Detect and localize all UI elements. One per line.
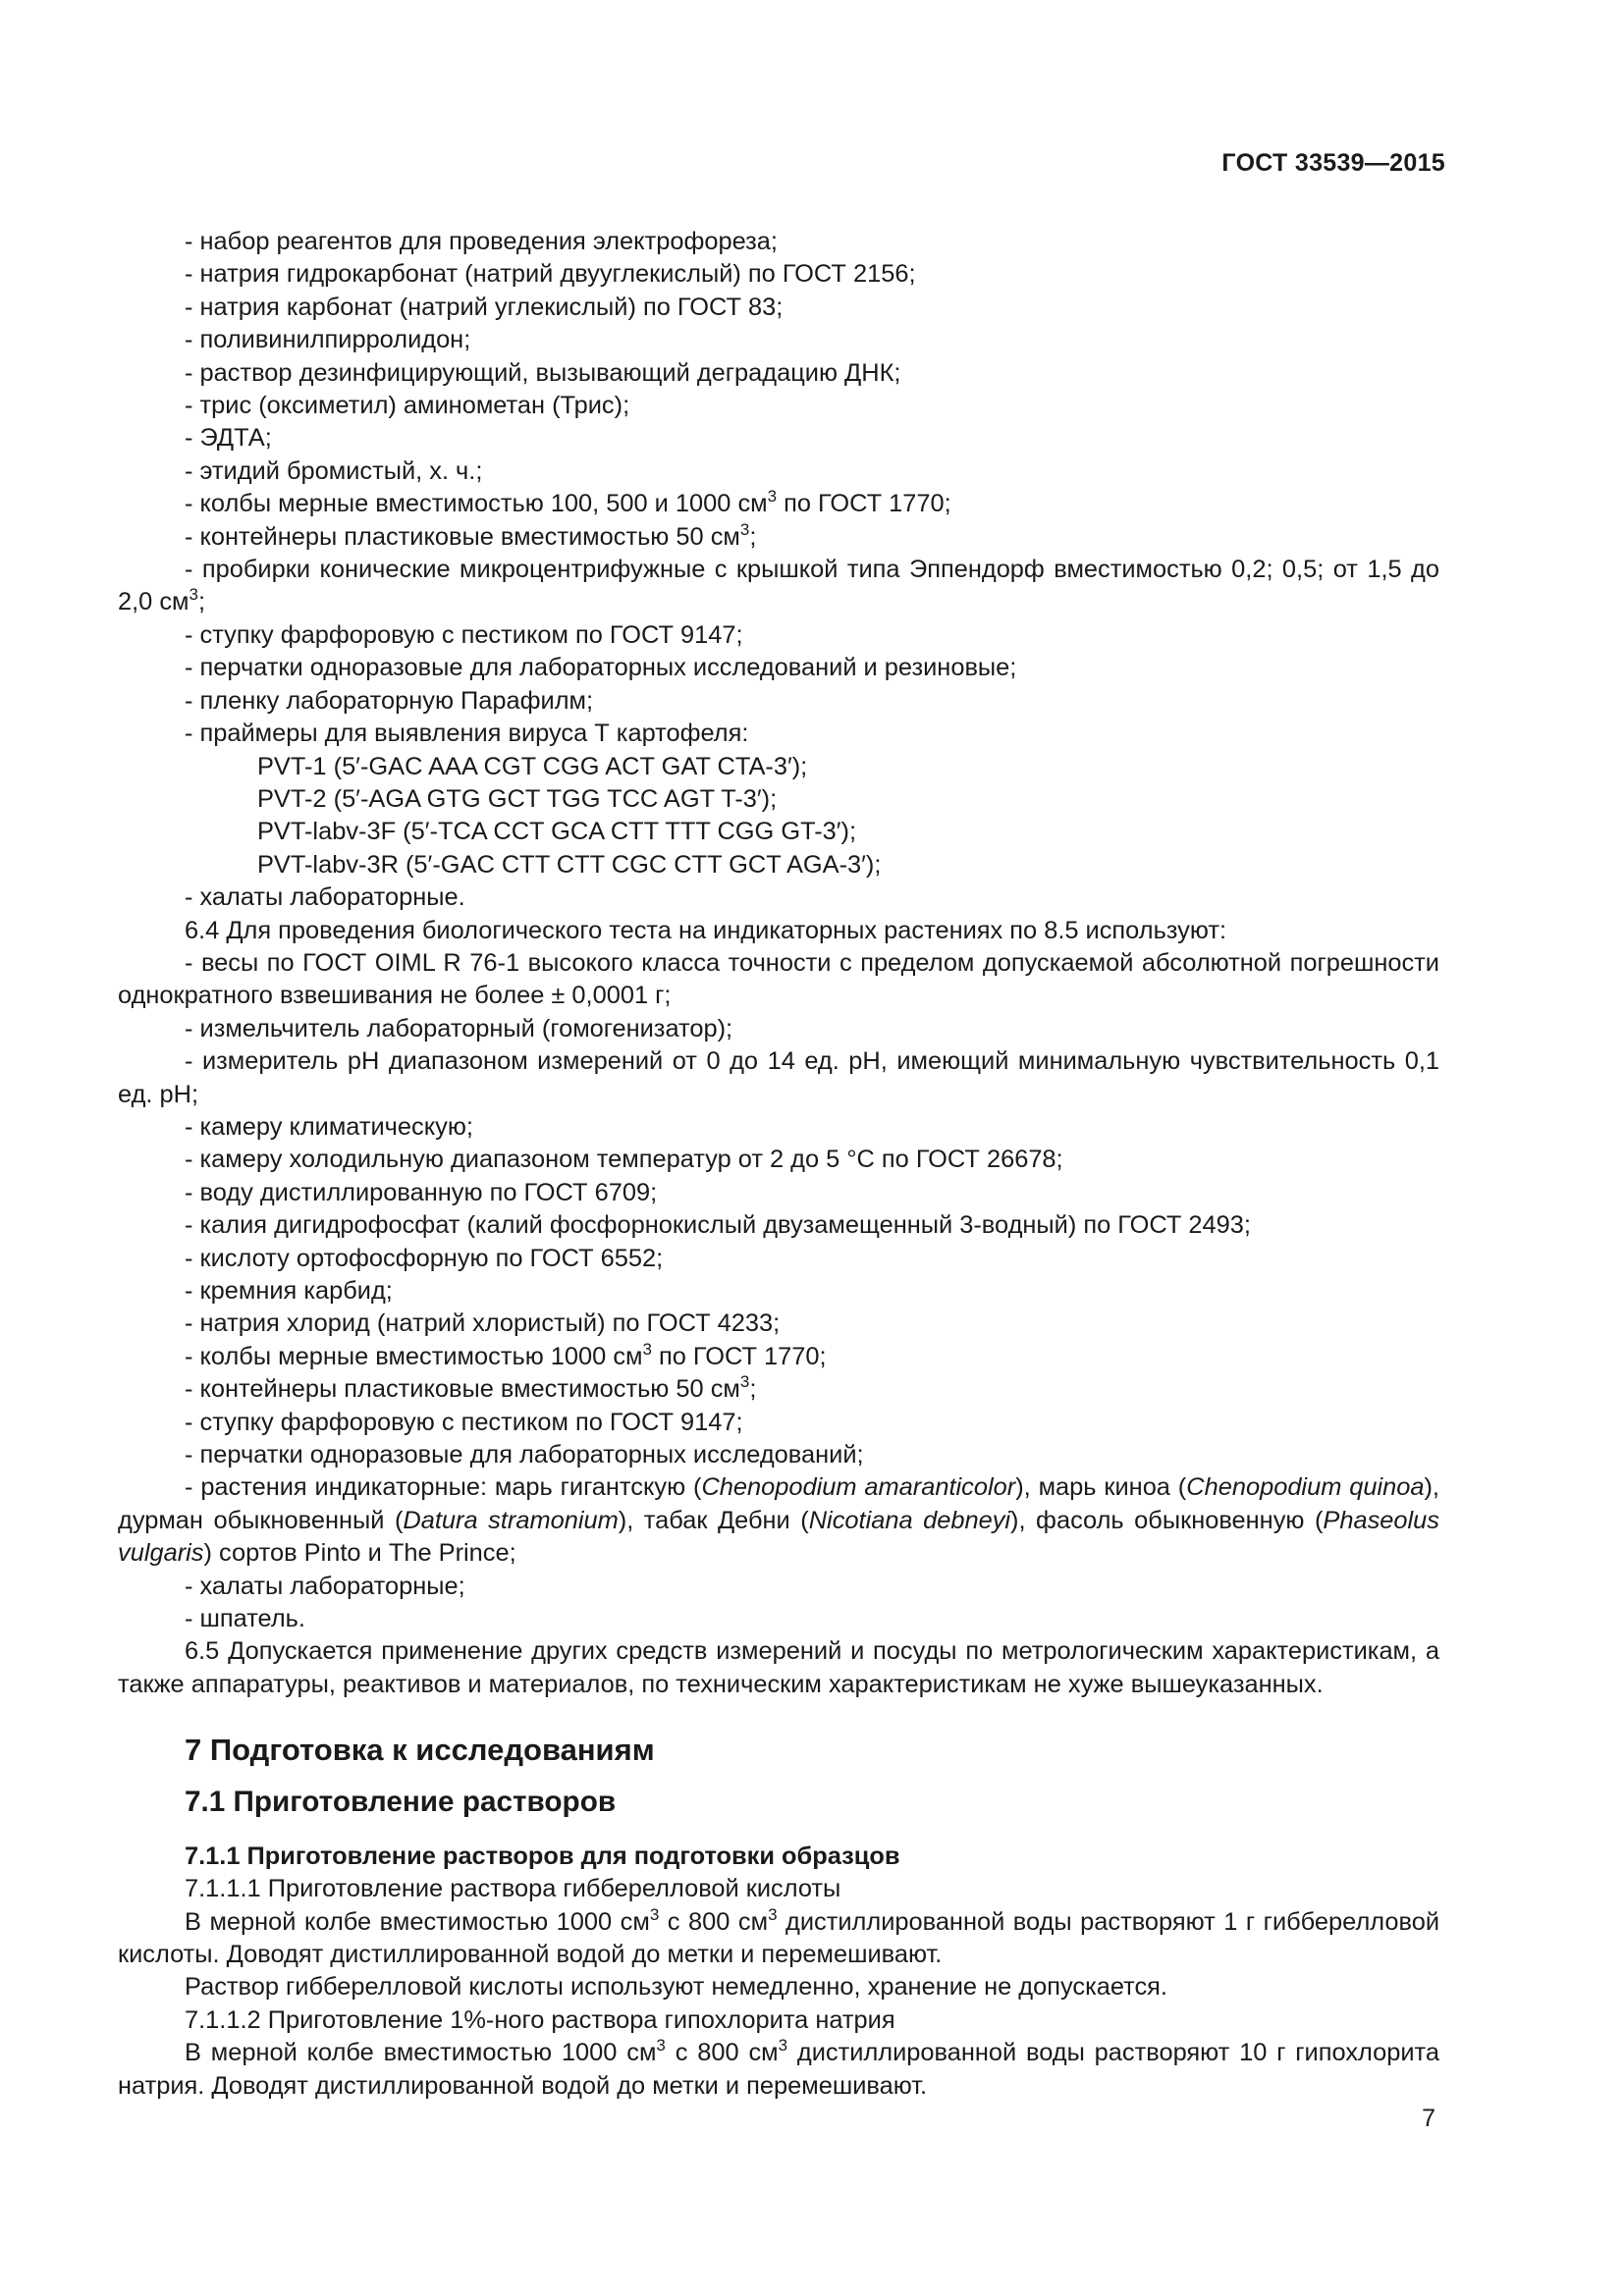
text-span: дистиллированной воды растворяют 1 г гибберелловой кислоты. Доводят дистиллированной водой до метки и перемешивают. bbox=[118, 1907, 1439, 1968]
primer-sequence: PVT-labv-3F (5′-TCA CCT GCA CTT TTT CGG GT-3′); bbox=[257, 818, 857, 846]
text-span: по ГОСТ 1770; bbox=[651, 1342, 827, 1370]
document-id-header: ГОСТ 33539—2015 bbox=[1221, 149, 1445, 177]
text-span: дистиллированной воды растворяют 10 г гипохлорита натрия. Доводят дистиллированной водой до метки и перемешивают. bbox=[118, 2039, 1440, 2100]
text-span: с 800 см bbox=[665, 2039, 779, 2067]
list-item: - натрия гидрокарбонат (натрий двууглекислый) по ГОСТ 2156; bbox=[185, 260, 916, 289]
list-item: - раствор дезинфицирующий, вызывающий деградацию ДНК; bbox=[185, 358, 901, 387]
gibberellic-acid-note: Раствор гибберелловой кислоты используют немедленно, хранение не допускается. bbox=[185, 1973, 1167, 2002]
list-item: - халаты лабораторные; bbox=[185, 1572, 465, 1600]
list-item-flasks bbox=[118, 1341, 1439, 1373]
text-span: - контейнеры пластиковые вместимостью 50 см bbox=[185, 1375, 740, 1404]
superscript: 3 bbox=[768, 1904, 778, 1924]
text-span: В мерной колбе вместимостью 1000 см bbox=[185, 2039, 657, 2067]
list-item-flasks bbox=[118, 488, 1439, 520]
text-span: с 800 см bbox=[659, 1907, 769, 1936]
text-span: - колбы мерные вместимостью 100, 500 и 1000 см bbox=[185, 490, 768, 518]
text-span: ) сортов Pinto и The Prince; bbox=[203, 1539, 516, 1568]
text-span: ), марь киноа ( bbox=[1015, 1473, 1187, 1502]
text-span: В мерной колбе вместимостью 1000 см bbox=[185, 1907, 650, 1936]
hypochlorite-procedure bbox=[118, 2037, 1439, 2103]
primer-sequence: PVT-labv-3R (5′-GAC CTT CTT CGC CTT GCT AGA-3′); bbox=[257, 850, 882, 879]
list-item-containers bbox=[118, 1373, 1439, 1406]
list-item: - кислоту ортофосфорную по ГОСТ 6552; bbox=[185, 1244, 664, 1272]
primer-sequence: PVT-1 (5′-GAC AAA CGT CGG ACT GAT CTA-3′); bbox=[257, 752, 808, 780]
list-item: - перчатки одноразовые для лабораторных исследований; bbox=[185, 1441, 864, 1469]
text-span: - пробирки конические микроцентрифужные с крышкой типа Эппендорф вместимостью 0,2; 0,5; от 1,5 до 2,0 см bbox=[118, 556, 1439, 616]
superscript: 3 bbox=[767, 487, 778, 507]
list-item: - кремния карбид; bbox=[185, 1277, 393, 1305]
section-heading-7: 7 Подготовка к исследованиям bbox=[185, 1733, 655, 1768]
primer-sequence: PVT-2 (5′-AGA GTG GCT TGG TCC AGT T-3′); bbox=[257, 784, 778, 813]
document-body bbox=[118, 226, 1439, 2103]
list-item: - халаты лабораторные. bbox=[185, 883, 465, 912]
subsection-heading-7-1-1: 7.1.1 Приготовление растворов для подготовки образцов bbox=[185, 1842, 900, 1870]
gibberellic-acid-procedure bbox=[118, 1906, 1439, 1972]
text-span: ; bbox=[749, 522, 757, 551]
text-span: ; bbox=[197, 588, 206, 616]
list-item: - камеру холодильную диапазоном температур от 2 до 5 °C по ГОСТ 26678; bbox=[185, 1146, 1063, 1174]
list-item: - набор реагентов для проведения электрофореза; bbox=[185, 228, 778, 255]
superscript: 3 bbox=[649, 1904, 660, 1924]
superscript: 3 bbox=[642, 1339, 652, 1359]
clause-7-1-1-2: 7.1.1.2 Приготовление 1%-ного раствора гипохлорита натрия bbox=[185, 2005, 895, 2034]
superscript: 3 bbox=[739, 1372, 750, 1392]
list-item-indicator-plants bbox=[118, 1471, 1439, 1570]
list-item-tubes bbox=[118, 554, 1439, 619]
list-item: - калия дигидрофосфат (калий фосфорнокислый двузамещенный 3-водный) по ГОСТ 2493; bbox=[185, 1211, 1251, 1240]
list-item: - пленку лабораторную Парафилм; bbox=[185, 686, 594, 715]
species-name: Chenopodium quinoa bbox=[1186, 1473, 1425, 1502]
page-number: 7 bbox=[1422, 2105, 1435, 2132]
subsection-heading-7-1: 7.1 Приготовление растворов bbox=[185, 1786, 617, 1819]
list-item: - праймеры для выявления вируса Т картофеля: bbox=[185, 720, 749, 748]
species-name: Phaseolus vulgaris bbox=[118, 1506, 1439, 1568]
list-item: - ступку фарфоровую с пестиком по ГОСТ 9147; bbox=[185, 1408, 743, 1436]
list-item: - шпатель. bbox=[185, 1605, 305, 1633]
clause-6-5: 6.5 Допускается применение других средств измерений и посуды по метрологическим характеристикам, а также аппаратуры, реактивов и материалов, по техническим характеристикам не хуже вышеуказанных. bbox=[118, 1637, 1439, 1698]
list-item: - этидий бромистый, х. ч.; bbox=[185, 456, 483, 485]
superscript: 3 bbox=[739, 519, 750, 539]
list-item: - поливинилпирролидон; bbox=[185, 326, 471, 354]
list-item: - ступку фарфоровую с пестиком по ГОСТ 9147; bbox=[185, 620, 743, 649]
species-name: Nicotiana debneyi bbox=[808, 1506, 1011, 1534]
superscript: 3 bbox=[189, 585, 198, 605]
text-span: - растения индикаторные: марь гигантскую ( bbox=[185, 1473, 702, 1502]
text-span: ), дурман обыкновенный ( bbox=[118, 1473, 1439, 1534]
text-span: ), фасоль обыкновенную ( bbox=[1010, 1506, 1324, 1534]
list-item-scales: - весы по ГОСТ OIML R 76-1 высокого класса точности с пределом допускаемой абсолютной погрешности однократного взвешивания не более ± 0,0001 г; bbox=[118, 948, 1439, 1010]
superscript: 3 bbox=[656, 2036, 666, 2056]
species-name: Chenopodium amaranticolor bbox=[701, 1473, 1016, 1502]
species-name: Datura stramonium bbox=[403, 1506, 619, 1534]
clause-6-4: 6.4 Для проведения биологического теста на индикаторных растениях по 8.5 используют: bbox=[185, 916, 1227, 944]
list-item: - измельчитель лабораторный (гомогенизатор); bbox=[185, 1014, 733, 1042]
text-span: - контейнеры пластиковые вместимостью 50 см bbox=[185, 522, 740, 551]
list-item-containers bbox=[118, 521, 1439, 554]
text-span: ; bbox=[749, 1375, 757, 1404]
list-item: - воду дистиллированную по ГОСТ 6709; bbox=[185, 1178, 658, 1206]
list-item: - ЭДТА; bbox=[185, 424, 272, 453]
list-item-ph-meter: - измеритель pH диапазоном измерений от 0 до 14 ед. pH, имеющий минимальную чувствительность 0,1 ед. pH; bbox=[118, 1047, 1439, 1108]
text-span: по ГОСТ 1770; bbox=[777, 490, 951, 518]
list-item: - натрия карбонат (натрий углекислый) по ГОСТ 83; bbox=[185, 293, 784, 321]
list-item: - камеру климатическую; bbox=[185, 1112, 473, 1141]
clause-7-1-1-1: 7.1.1.1 Приготовление раствора гибберелловой кислоты bbox=[185, 1875, 841, 1903]
text-span: - колбы мерные вместимостью 1000 см bbox=[185, 1342, 643, 1370]
list-item: - трис (оксиметил) аминометан (Трис); bbox=[185, 392, 630, 420]
text-span: ), табак Дебни ( bbox=[618, 1506, 809, 1534]
superscript: 3 bbox=[778, 2036, 788, 2056]
list-item: - натрия хлорид (натрий хлористый) по ГОСТ 4233; bbox=[185, 1309, 781, 1338]
list-item: - перчатки одноразовые для лабораторных исследований и резиновые; bbox=[185, 654, 1017, 682]
